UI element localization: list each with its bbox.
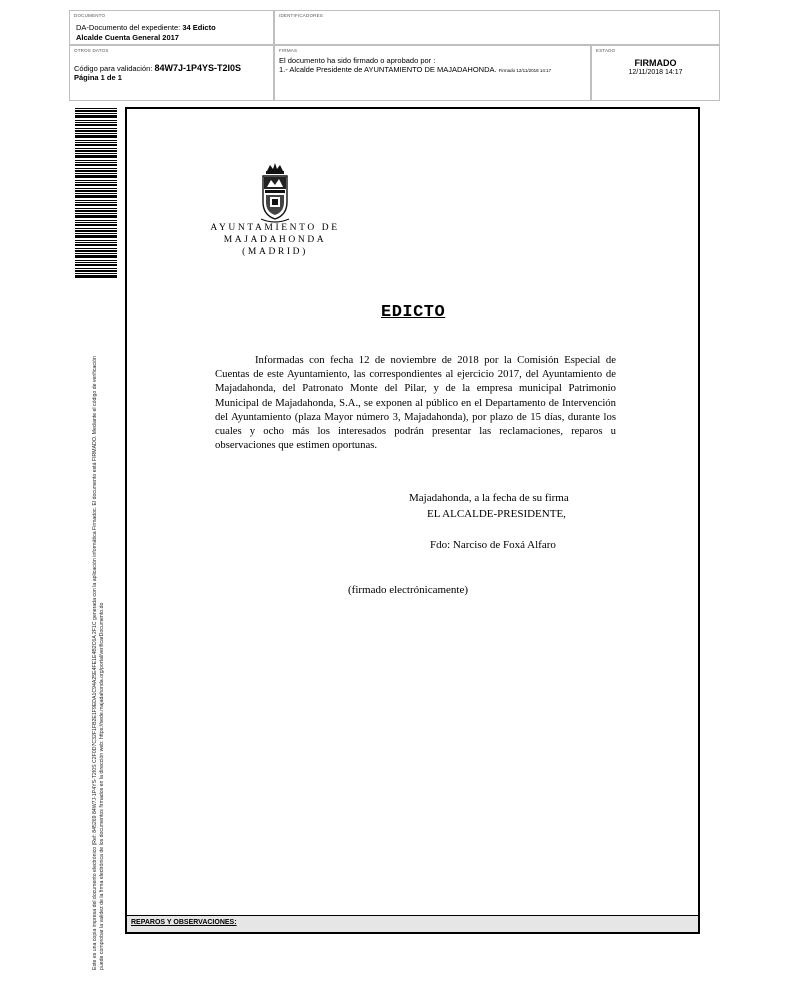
barcode-bar (75, 182, 117, 183)
barcode-bar (75, 148, 117, 149)
barcode-bar (75, 108, 117, 109)
council-line2: MAJADAHONDA (223, 235, 327, 245)
barcode-bar (75, 262, 117, 263)
barcode-bar (75, 270, 117, 272)
barcode-bar (75, 208, 117, 209)
barcode-bar (75, 124, 117, 126)
otros-datos-box (69, 45, 274, 101)
identificadores-box (274, 10, 720, 45)
status-date: 12/11/2018 14:17 (628, 69, 683, 76)
barcode-bar (75, 264, 117, 266)
barcode-bar (75, 275, 117, 278)
validation-code: Código para validación: 84W7J-1P4YS-T2I0S (74, 63, 242, 73)
barcode-bar (75, 235, 117, 238)
council-line1: AYUNTAMIENTO DE (210, 223, 340, 233)
signature-place-date: Majadahonda, a la fecha de su firma (409, 492, 569, 504)
documento-label: DOCUMENTO (74, 13, 106, 18)
barcode-bar (75, 150, 117, 152)
barcode-bar (75, 188, 117, 189)
observations-label: REPAROS Y OBSERVACIONES: (131, 919, 237, 926)
barcode-bar (75, 115, 117, 118)
status-badge: FIRMADO (634, 58, 677, 68)
barcode-bar (75, 210, 117, 212)
firmas-box (274, 45, 591, 101)
barcode-bar (75, 190, 117, 192)
barcode-bar (75, 168, 117, 169)
barcode-bar (75, 155, 117, 158)
barcode-bar (75, 195, 117, 198)
barcode-bar (75, 164, 117, 166)
estado-label: ESTADO (596, 48, 616, 53)
documento-line1: DA-Documento del expediente: 34 Edicto (76, 23, 216, 32)
barcode-bar (75, 233, 117, 234)
barcode-bar (75, 170, 117, 172)
barcode-bar (75, 144, 117, 146)
barcode-bar (75, 193, 117, 194)
side-text-line1: Este es una copia impresa del documento electrónico (Ref: 845269 84W7J-1P4YS-T2I0S C2F0D7C32F1FB2E1F9EDA1C94A25E4FE1E4B2C6A 2F1C generada con la aplicación informática Firmadoc. El documento está FIRMADO. Mediante el código de verificación (92, 356, 98, 970)
electronic-signature-note: (firmado electrónicamente) (348, 584, 469, 596)
identificadores-label: IDENTIFICADORES (279, 13, 324, 18)
barcode-bar (75, 133, 117, 134)
side-verification-text (92, 280, 106, 970)
barcode-bar (75, 202, 117, 203)
barcode-bar (75, 242, 117, 243)
barcode-bar (75, 162, 117, 163)
documento-box (69, 10, 274, 45)
barcode-bar (75, 113, 117, 114)
coat-of-arms-icon (258, 162, 292, 224)
barcode-bar (75, 224, 117, 226)
barcode-bar (75, 184, 117, 186)
documento-line2: Alcalde Cuenta General 2017 (76, 33, 179, 42)
barcode-bar (75, 204, 117, 206)
signature-name: Fdo: Narciso de Foxá Alfaro (430, 539, 556, 551)
estado-box (591, 45, 720, 101)
edict-body: Informadas con fecha 12 de noviembre de 2018 por la Comisión Especial de Cuentas de este Ayuntamiento, las correspondientes al ejercicio 2017, del Ayuntamiento de Majadahonda, del Patronato Monte del Pilar, y de la empresa municipal Patrimonio Municipal de Majadahonda, S.A., se exponen al público en el Departamento de Intervención del Ayuntamiento (plaza Mayor número 3, Majadahonda), por plazo de 15 días, durante los cuales y ocho más los interesados podrán presentar las reclamaciones, reparos u observaciones que estimen oportunas. (215, 354, 616, 452)
barcode-bar (75, 142, 117, 143)
council-name (200, 222, 350, 258)
barcode-bar (75, 248, 117, 249)
barcode-bar (75, 230, 117, 232)
barcode-bar (75, 180, 117, 181)
page-count: Página 1 de 1 (74, 73, 122, 82)
signature-role: EL ALCALDE-PRESIDENTE, (427, 508, 566, 520)
barcode-bar (75, 244, 117, 246)
barcode-bar (75, 110, 117, 112)
barcode-bar (75, 240, 117, 241)
barcode-bar (75, 128, 117, 129)
barcode-bar (75, 220, 117, 221)
barcode-bar (75, 255, 117, 258)
barcode-bar (75, 268, 117, 269)
barcode-bar (75, 215, 117, 218)
firmas-line2: 1.- Alcalde Presidente de AYUNTAMIENTO DE MAJADAHONDA. Firmado 12/11/2018 14:17 (279, 65, 552, 74)
firmas-line1: El documento ha sido firmado o aprobado por : (279, 56, 436, 65)
barcode-bar (75, 222, 117, 223)
barcode-bar (75, 120, 117, 121)
firmas-label: FIRMAS (279, 48, 298, 53)
barcode-bar (75, 228, 117, 229)
otros-datos-label: OTROS DATOS (74, 48, 109, 53)
barcode-bar (75, 273, 117, 274)
side-text-line2: puede comprobar la validez de la firma electrónica de los documentos firmados en la dirección web: https://sede.majadahonda.org/portal/verificarDocumento.do (99, 602, 105, 970)
barcode-bar (75, 260, 117, 261)
barcode-bar (75, 130, 117, 132)
barcode-bar (75, 175, 117, 178)
barcode-bar (75, 140, 117, 141)
barcode-bar (75, 250, 117, 252)
barcode-bar (75, 253, 117, 254)
barcode-bar (75, 122, 117, 123)
barcode-bar (75, 173, 117, 174)
barcode-bar (75, 135, 117, 138)
barcode-bar (75, 213, 117, 214)
barcode (75, 108, 117, 278)
barcode-bar (75, 153, 117, 154)
council-line3: (MADRID) (242, 247, 308, 257)
document-title: EDICTO (381, 303, 446, 322)
observations-bar (127, 915, 698, 932)
barcode-bar (75, 200, 117, 201)
barcode-bar (75, 160, 117, 161)
